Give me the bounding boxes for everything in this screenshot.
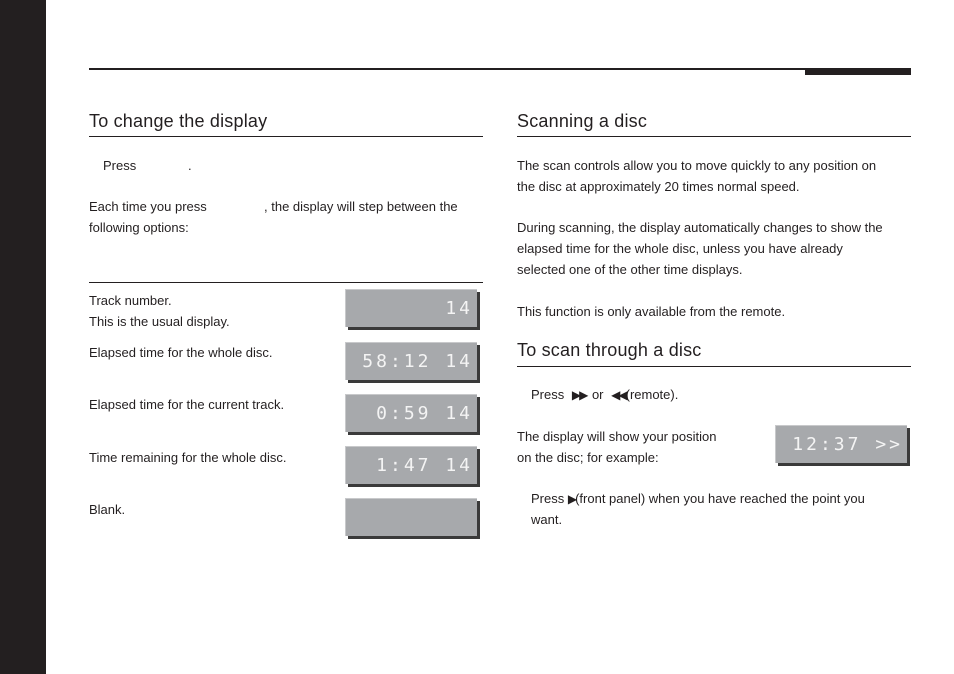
play-icon: ▶	[567, 492, 576, 506]
scan-p3: This function is only available from the remote.	[517, 304, 786, 319]
scan-through-heading: To scan through a disc	[517, 340, 702, 360]
header-tab	[805, 68, 911, 75]
each-time-c: following options:	[89, 220, 189, 235]
option-5-label: Blank.	[89, 502, 126, 517]
header-rule	[89, 68, 911, 70]
press-scan-remote: (remote).	[625, 387, 679, 402]
press-scan-line	[531, 384, 678, 406]
lcd-display-blank	[345, 498, 477, 536]
rewind-icon: ◀◀	[611, 388, 626, 402]
scan-through-rule	[517, 366, 911, 367]
lcd-display-elapsed-track: 0:59 14	[345, 394, 477, 432]
lcd-display-scan-example: 12:37 >>	[775, 425, 907, 463]
option-3-label: Elapsed time for the current track.	[89, 397, 285, 412]
left-heading: To change the display	[89, 111, 268, 131]
scan-p2c: selected one of the other time displays.	[517, 262, 743, 277]
step-press: Press	[103, 158, 137, 173]
scanning-heading-rule	[517, 136, 911, 137]
lcd-display-track: 14	[345, 289, 477, 327]
press-scan-or: or	[591, 387, 604, 402]
page-spine	[0, 0, 46, 674]
scanning-heading: Scanning a disc	[517, 111, 648, 131]
press-play-word: Press	[531, 491, 565, 506]
press-play-line2: want.	[531, 512, 563, 527]
option-1-line1: Track number.	[89, 293, 172, 308]
press-play-text: (front panel) when you have reached the point you	[575, 491, 865, 506]
position-line-a: The display will show your position	[517, 429, 717, 444]
press-play-line	[531, 488, 865, 510]
scan-p2b: elapsed time for the whole disc, unless you have already	[517, 241, 843, 256]
options-rule	[89, 282, 483, 283]
left-heading-rule	[89, 136, 483, 137]
scan-p1a: The scan controls allow you to move quickly to any position on	[517, 158, 877, 173]
each-time-b: , the display will step between the	[264, 199, 458, 214]
option-4-label: Time remaining for the whole disc.	[89, 450, 287, 465]
position-line-b: on the disc; for example:	[517, 450, 659, 465]
fast-forward-icon: ▶▶	[571, 388, 587, 402]
lcd-display-elapsed-disc: 58:12 14	[345, 342, 477, 380]
each-time-a: Each time you press	[89, 199, 207, 214]
option-2-label: Elapsed time for the whole disc.	[89, 345, 273, 360]
scan-p2a: During scanning, the display automatically changes to show the	[517, 220, 883, 235]
press-scan-word: Press	[531, 387, 565, 402]
lcd-display-remaining: 1:47 14	[345, 446, 477, 484]
step-period: .	[188, 158, 192, 173]
scan-p1b: the disc at approximately 20 times normal speed.	[517, 179, 800, 194]
option-1-line2: This is the usual display.	[89, 314, 230, 329]
